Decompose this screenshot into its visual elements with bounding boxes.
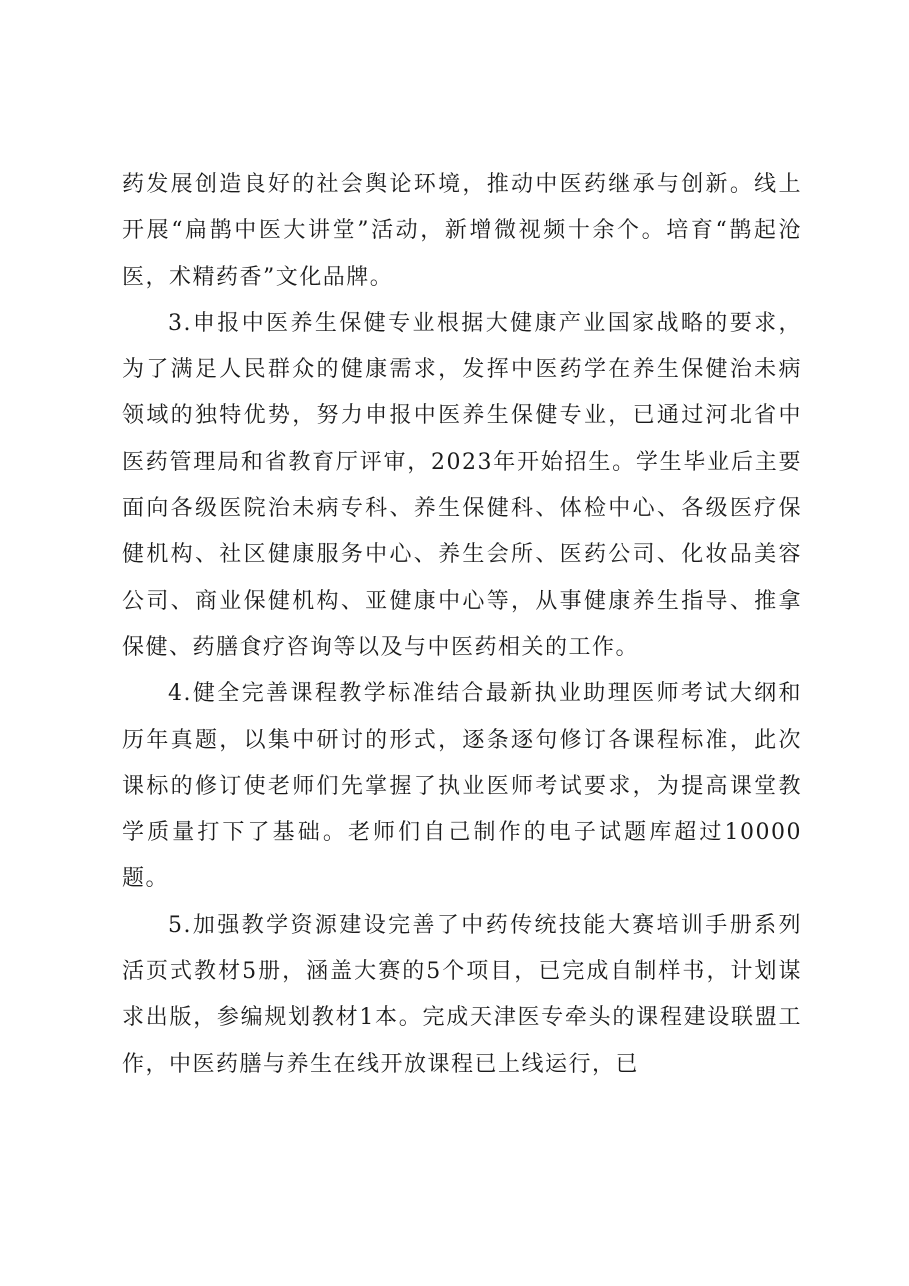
paragraph-item-3: 3.申报中医养生保健专业根据大健康产业国家战略的要求，为了满足人民群众的健康需求，发挥中医药学在养生保健治未病领域的独特优势，努力申报中医养生保健专业，已通过河北省中医药管理局和省教育厅评审，2023年开始招生。学生毕业后主要面向各级医院治未病专科、养生保健科、体检中心、各级医疗保健机构、社区健康服务中心、养生会所、医药公司、化妆品美容公司、商业保健机构、亚健康中心等，从事健康养生指导、推拿保健、药膳食疗咨询等以及与中医药相关的工作。 (122, 310, 802, 660)
paragraph-continuation: 药发展创造良好的社会舆论环境，推动中医药继承与创新。线上开展“扁鹊中医大讲堂”活动，新增微视频十余个。培育“鹊起沧医，术精药香”文化品牌。 (122, 172, 802, 290)
document-body (122, 162, 802, 1088)
paragraph-item-5: 5.加强教学资源建设完善了中药传统技能大赛培训手册系列活页式教材5册，涵盖大赛的5个项目，已完成自制样书，计划谋求出版，参编规划教材1本。完成天津医专牵头的课程建设联盟工作，中医药膳与养生在线开放课程已上线运行，已 (122, 912, 802, 1077)
paragraph-item-4: 4.健全完善课程教学标准结合最新执业助理医师考试大纲和历年真题，以集中研讨的形式，逐条逐句修订各课程标准，此次课标的修订使老师们先掌握了执业医师考试要求，为提高课堂教学质量打下了基础。老师们自己制作的电子试题库超过10000题。 (122, 681, 802, 892)
